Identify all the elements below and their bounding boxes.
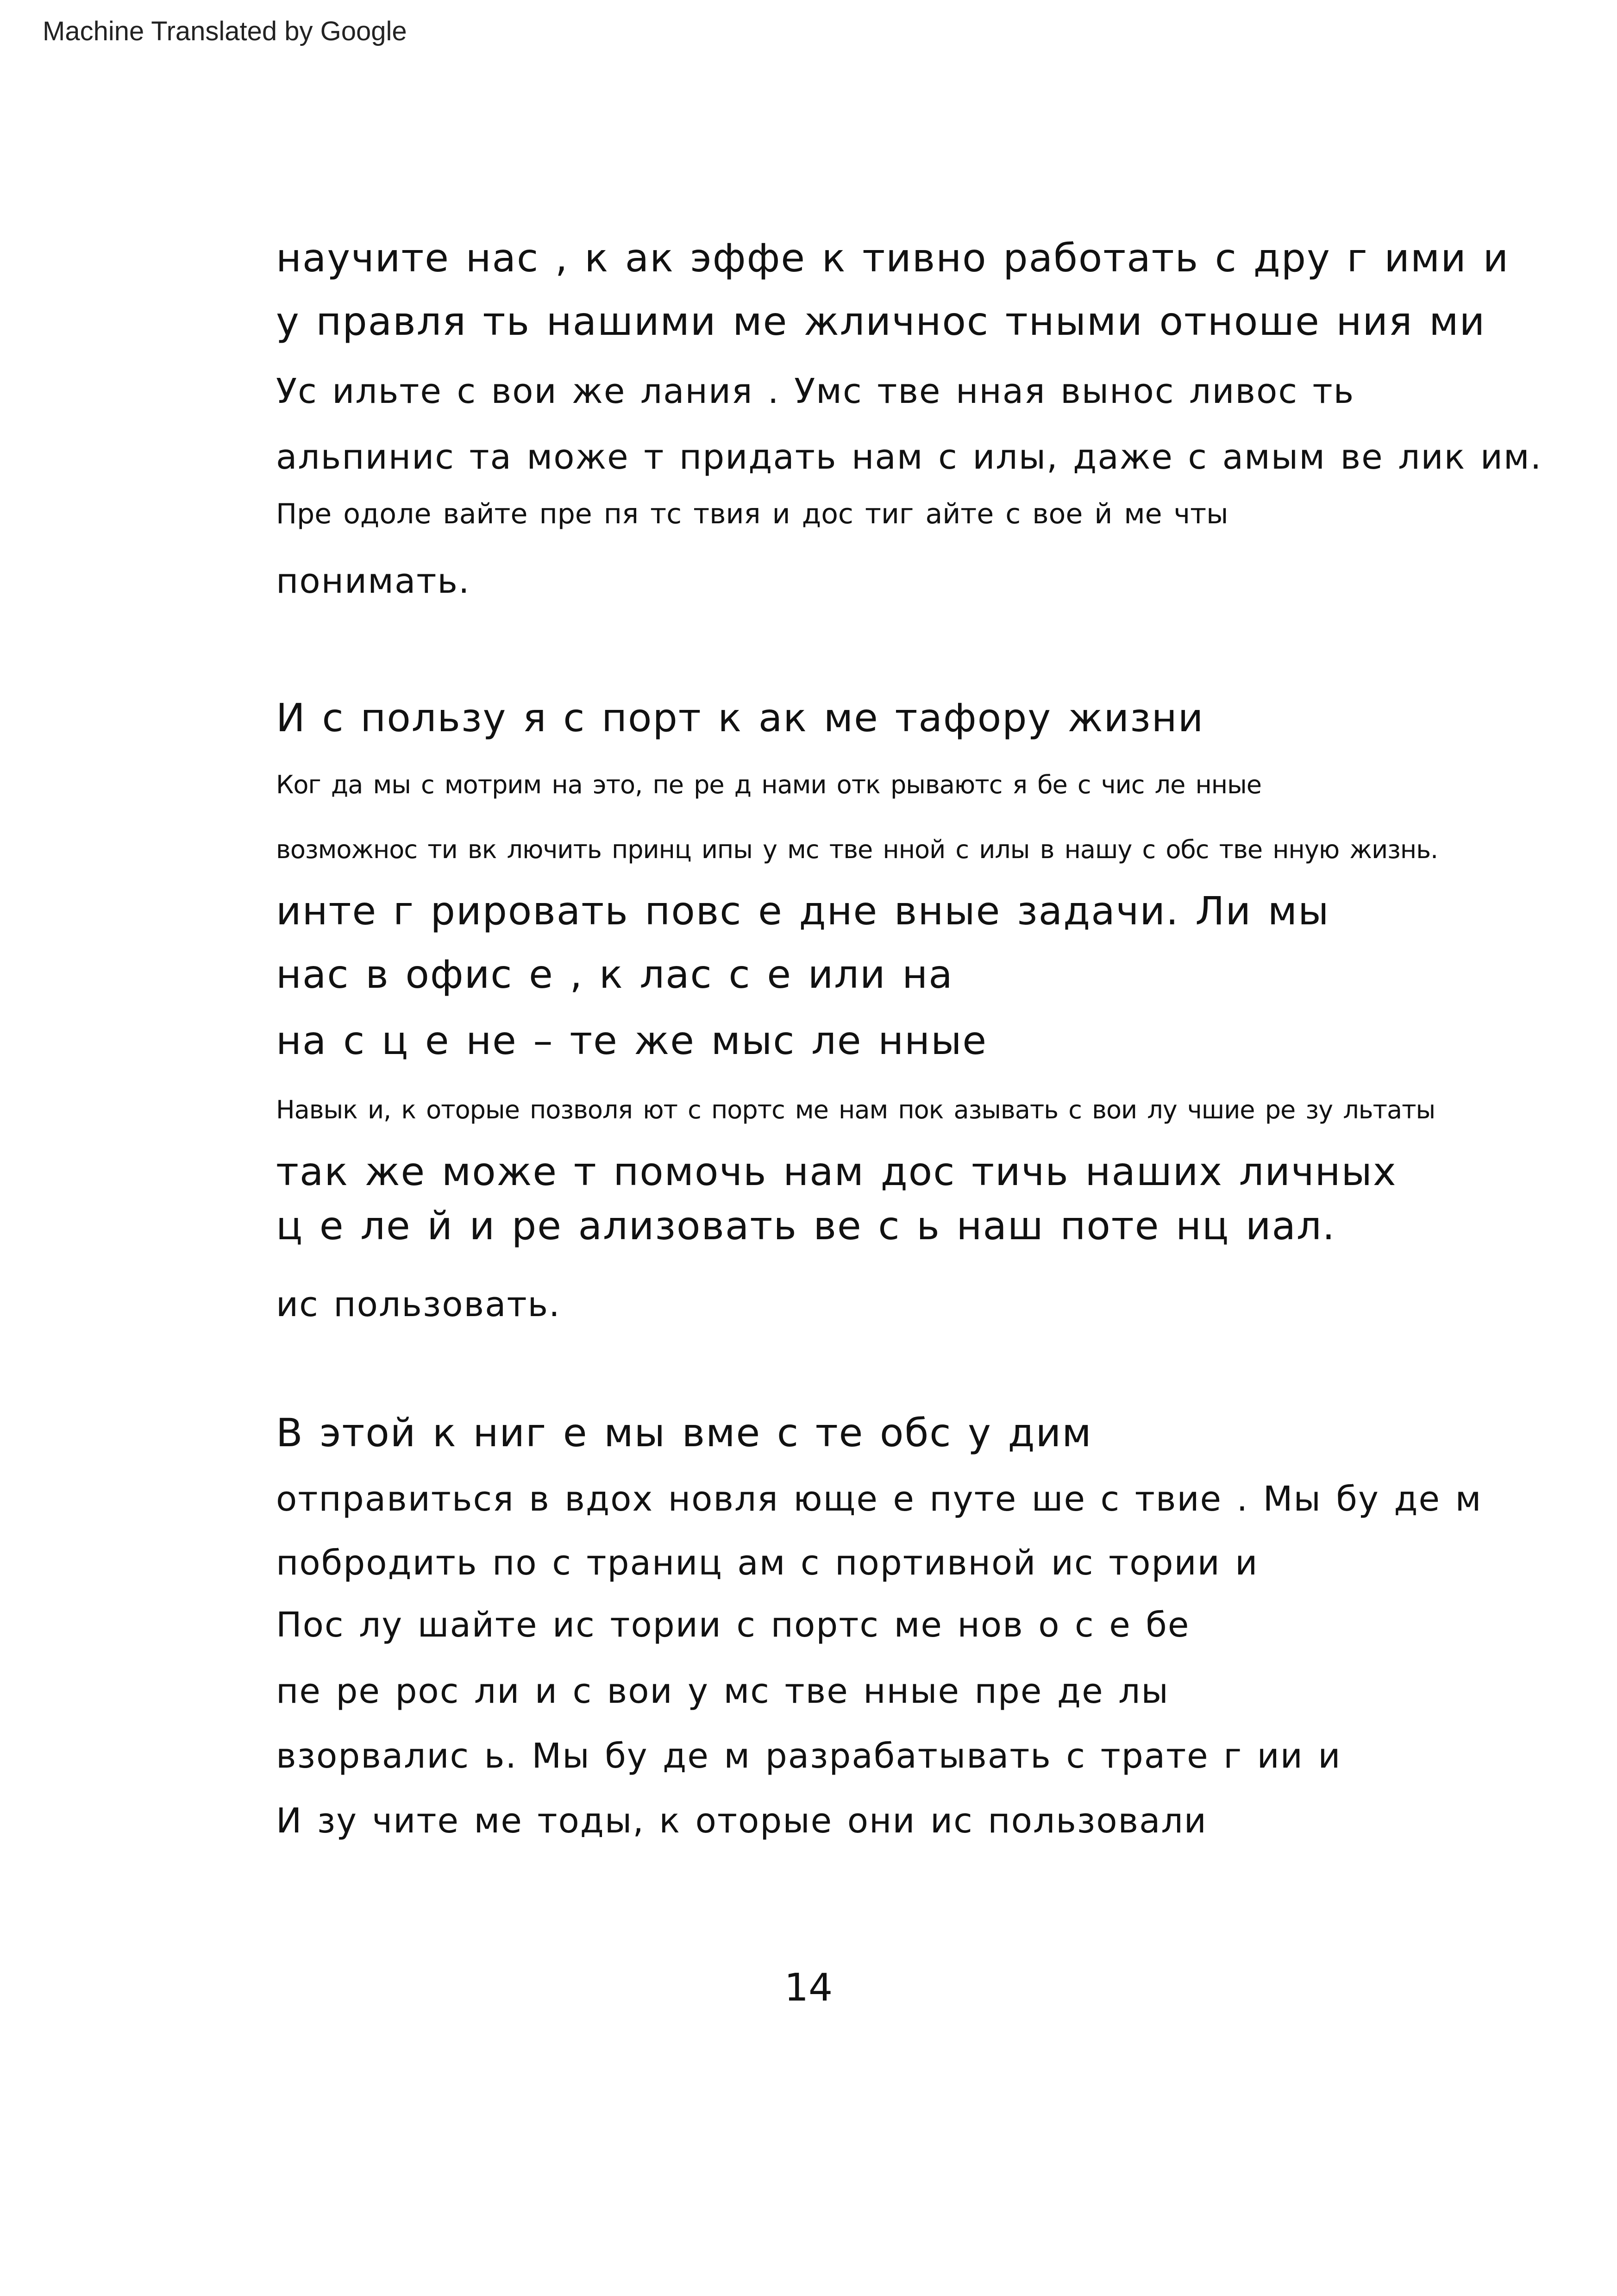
paragraph-2-line-9: ц е ле й и ре ализовать ве с ь наш поте нц иал. — [276, 1203, 1336, 1248]
paragraph-2-line-6: на с ц е не – те же мыс ле нные — [276, 1018, 988, 1063]
paragraph-1-line-6: понимать. — [276, 561, 470, 601]
paragraph-3-line-3: побродить по с траниц ам с портивной ис тории и — [276, 1543, 1259, 1583]
paragraph-3-line-5: пе ре рос ли и с вои у мс тве нные пре де лы — [276, 1671, 1169, 1711]
paragraph-1-line-2: у правля ть нашими ме жличнос тными отноше ния ми — [276, 299, 1486, 344]
paragraph-1-line-4: альпинис та може т придать нам с илы, даже с амым ве лик им. — [276, 437, 1542, 477]
paragraph-2-line-4: инте г рировать повс е дне вные задачи. Ли мы — [276, 888, 1330, 934]
paragraph-2-line-1: И с пользу я с порт к ак ме тафору жизни — [276, 695, 1204, 740]
paragraph-2-line-2: Ког да мы с мотрим на это, пе ре д нами отк рываютс я бе с чис ле нные — [276, 770, 1261, 799]
paragraph-2-line-5: нас в офис е , к лас с е или на — [276, 952, 953, 997]
paragraph-2-line-8: так же може т помочь нам дос тичь наших личных — [276, 1149, 1397, 1194]
paragraph-3-line-2: отправиться в вдох новля юще е путе ше с твие . Мы бу де м — [276, 1479, 1482, 1519]
page-number: 14 — [784, 1966, 833, 2010]
paragraph-2-line-3: возможнос ти вк лючить принц ипы у мс тве нной с илы в нашу с обс тве нную жизнь. — [276, 835, 1438, 864]
paragraph-3-line-7: И зу чите ме тоды, к оторые они ис пользовали — [276, 1801, 1207, 1841]
paragraph-1-line-5: Пре одоле вайте пре пя тс твия и дос тиг айте с вое й ме чты — [276, 498, 1228, 530]
machine-translated-label: Machine Translated by Google — [43, 16, 407, 46]
paragraph-1-line-3: Ус ильте с вои же лания . Умс тве нная вынос ливос ть — [276, 371, 1355, 411]
paragraph-2-line-10: ис пользовать. — [276, 1285, 561, 1324]
paragraph-2-line-7: Навык и, к оторые позволя ют с портс ме нам пок азывать с вои лу чшие ре зу льтаты — [276, 1095, 1435, 1124]
paragraph-3-line-1: В этой к ниг е мы вме с те обс у дим — [276, 1410, 1092, 1455]
paragraph-1-line-1: научите нас , к ак эффе к тивно работать с дру г ими и — [276, 235, 1510, 281]
paragraph-3-line-6: взорвалис ь. Мы бу де м разрабатывать с трате г ии и — [276, 1736, 1341, 1776]
paragraph-3-line-4: Пос лу шайте ис тории с портс ме нов о с е бе — [276, 1605, 1190, 1645]
